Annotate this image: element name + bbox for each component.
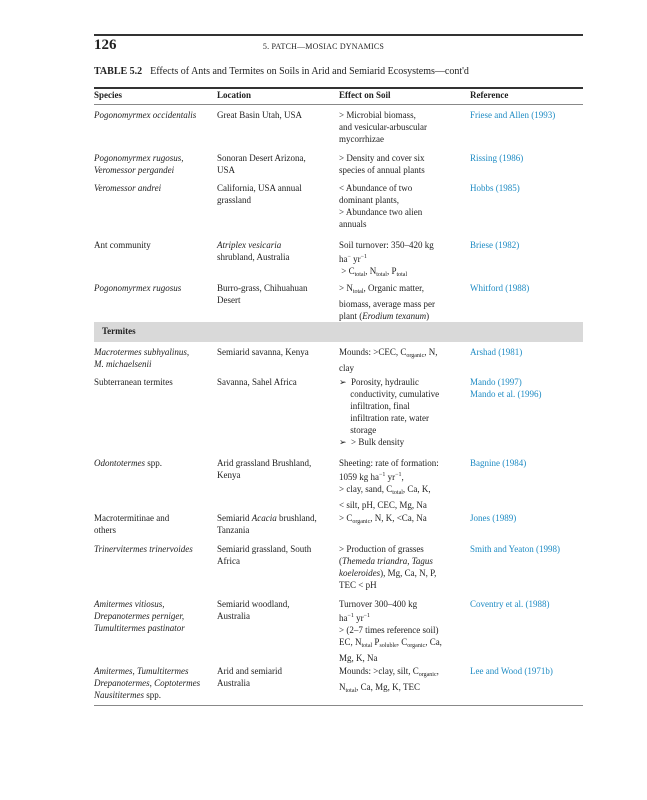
cell-line (339, 376, 439, 388)
cell-line (339, 282, 435, 298)
text-segment: grassland (217, 195, 251, 205)
text-segment: Subterranean termites (94, 377, 173, 387)
text-segment: Pogonomyrmex occidentalis (94, 110, 197, 120)
text-segment: −1 (347, 613, 354, 619)
text-segment: ha (339, 254, 348, 264)
text-segment: Australia (217, 611, 250, 621)
effect-cell (339, 598, 442, 664)
cell-line (217, 282, 307, 294)
cell-line (339, 636, 442, 652)
cell-line (339, 579, 436, 591)
cell-line (339, 436, 439, 448)
column-header-species: Species (94, 90, 122, 100)
text-segment: > C (339, 513, 353, 523)
text-segment: ha (339, 613, 348, 623)
cell-line (339, 499, 439, 511)
text-segment: > (2–7 times reference soil) (339, 625, 439, 635)
cell-line (339, 388, 439, 400)
cell-line (339, 239, 434, 251)
text-segment: −1 (395, 472, 402, 478)
column-header-location: Location (217, 90, 252, 100)
cell-line (339, 298, 435, 310)
text-segment: Pogonomyrmex rugosus (94, 283, 182, 293)
text-segment: Turnover 300–400 kg (339, 599, 418, 609)
cell-line (94, 109, 196, 121)
cell-line (339, 681, 439, 697)
text-segment: ➢ > Bulk density (339, 437, 405, 447)
text-segment: , (401, 472, 404, 482)
text-segment: Desert (217, 295, 241, 305)
cell-line (217, 677, 282, 689)
cell-line (217, 239, 290, 251)
cell-line (339, 469, 439, 483)
top-rule (94, 34, 583, 36)
effect-cell (339, 239, 434, 281)
reference-link[interactable]: Rissing (1986) (470, 153, 524, 163)
text-segment: Macrotermes subhyalinus, (94, 347, 190, 357)
effect-cell (339, 543, 436, 591)
text-segment: P (372, 637, 380, 647)
location-cell (217, 282, 307, 306)
cell-line (217, 376, 297, 388)
reference-link[interactable]: Jones (1989) (470, 513, 517, 523)
effect-cell (339, 512, 427, 528)
cell-line (217, 524, 317, 536)
cell-line (339, 310, 435, 322)
cell-line (94, 358, 189, 370)
text-segment: Veromessor pergandei (94, 165, 175, 175)
text-segment: storage (339, 425, 377, 435)
text-segment: > N (339, 283, 353, 293)
reference-cell (470, 109, 555, 121)
text-segment: brushland, (276, 513, 317, 523)
running-head: 5. PATCH—MOSIAC DYNAMICS (262, 42, 385, 51)
text-segment: N (339, 682, 346, 692)
text-segment: Savanna, Sahel Africa (217, 377, 297, 387)
cell-line (94, 622, 185, 634)
table-caption-text: Effects of Ants and Termites on Soils in Arid and Semiarid Ecosystems—cont'd (150, 66, 469, 77)
location-cell (217, 109, 302, 121)
cell-line (217, 294, 307, 306)
cell-line (339, 400, 439, 412)
text-segment: others (94, 525, 116, 535)
text-segment: Veromessor andrei (94, 183, 162, 193)
species-cell (94, 182, 161, 194)
cell-line (94, 457, 162, 469)
reference-cell (470, 239, 519, 251)
species-cell (94, 152, 184, 176)
reference-cell (470, 182, 520, 194)
text-segment: Sheeting: rate of formation: (339, 458, 439, 468)
reference-link[interactable]: Lee and Wood (1971b) (470, 666, 553, 676)
text-segment: Nausititermes (94, 690, 145, 700)
text-segment: spp. (145, 458, 163, 468)
species-cell (94, 346, 189, 370)
reference-cell (470, 376, 541, 400)
text-segment: , P (386, 266, 397, 276)
text-segment: total (361, 643, 373, 649)
text-segment: Great Basin Utah, USA (217, 110, 302, 120)
text-segment: dominant plants, (339, 195, 399, 205)
cell-line (339, 109, 427, 121)
text-segment: Soil turnover: 350–420 kg (339, 240, 434, 250)
reference-link[interactable]: Smith and Yeaton (1998) (470, 544, 560, 554)
text-segment: Sonoran Desert Arizona, (217, 153, 306, 163)
text-segment: California, USA annual (217, 183, 302, 193)
cell-line (217, 194, 302, 206)
location-cell (217, 598, 290, 622)
table-top-rule (94, 87, 583, 89)
text-segment: Arid and semiarid (217, 666, 282, 676)
cell-line (217, 598, 290, 610)
cell-line (217, 457, 311, 469)
location-cell (217, 182, 302, 206)
column-header-effect: Effect on Soil (339, 90, 391, 100)
species-cell (94, 457, 162, 469)
text-segment: koeleroides (339, 568, 381, 578)
cell-line (339, 512, 427, 528)
text-segment: Acacia (251, 513, 277, 523)
location-cell (217, 346, 309, 358)
reference-link[interactable]: Bagnine (1984) (470, 458, 527, 468)
cell-line (94, 152, 184, 164)
text-segment: < silt, pH, CEC, Mg, Na (339, 500, 427, 510)
text-segment: Drepanotermes (94, 678, 150, 688)
text-segment: soluble (379, 643, 397, 649)
text-segment: plant ( (339, 311, 363, 321)
reference-link[interactable]: Briese (1982) (470, 240, 520, 250)
cell-line (339, 412, 439, 424)
cell-line (94, 164, 184, 176)
text-segment: total (376, 272, 387, 278)
cell-line (339, 567, 436, 579)
location-cell (217, 152, 306, 176)
cell-line (94, 677, 200, 689)
reference-link[interactable]: Whitford (1988) (470, 283, 530, 293)
text-segment: Coptotermes (154, 678, 201, 688)
text-segment: Amitermes (94, 666, 133, 676)
text-segment: > C (339, 266, 355, 276)
table-bottom-rule (94, 705, 583, 706)
cell-line (339, 543, 436, 555)
cell-line (217, 152, 306, 164)
text-segment: Tumultitermes pastinator (94, 623, 185, 633)
species-cell (94, 239, 151, 251)
effect-cell (339, 457, 439, 511)
cell-line (94, 376, 173, 388)
reference-cell (470, 282, 529, 294)
text-segment: , Ca, Mg, K, TEC (356, 682, 421, 692)
text-segment: and vesicular-arbuscular (339, 122, 428, 132)
text-segment: Themeda triandra, Tagus (342, 556, 433, 566)
reference-link[interactable]: Friese and Allen (1993) (470, 110, 556, 120)
cell-line (94, 610, 185, 622)
cell-line (339, 610, 442, 624)
text-segment: −1 (360, 254, 368, 260)
location-cell (217, 376, 297, 388)
cell-line (339, 206, 422, 218)
text-segment: , Ca, (425, 637, 442, 647)
section-band-termites (94, 322, 583, 342)
column-header-reference: Reference (470, 90, 509, 100)
text-segment: spp. (144, 690, 162, 700)
cell-line (217, 665, 282, 677)
reference-link[interactable]: Hobbs (1985) (470, 183, 520, 193)
text-segment: Arid grassland Brushland, (217, 458, 312, 468)
text-segment: , (132, 666, 137, 676)
text-segment: Tumultitermes (137, 666, 189, 676)
cell-line (339, 346, 437, 362)
species-cell (94, 598, 185, 634)
text-segment: ), Mg, Ca, N, P, (380, 568, 437, 578)
text-segment: > Density and cover six (339, 153, 425, 163)
text-segment: annuals (339, 219, 367, 229)
species-cell (94, 109, 196, 121)
text-segment: Kenya (217, 470, 241, 480)
text-segment: organic (352, 519, 371, 525)
text-segment: USA (217, 165, 236, 175)
text-segment: total (354, 272, 366, 278)
text-segment: > Microbial biomass, (339, 110, 416, 120)
cell-line (339, 164, 425, 176)
species-cell (94, 512, 169, 536)
cell-line (217, 543, 311, 555)
text-segment: Semiarid grassland, South (217, 544, 312, 554)
reference-cell (470, 512, 516, 524)
text-segment: total (352, 289, 364, 295)
text-segment: Africa (217, 556, 240, 566)
text-segment: yr (385, 472, 396, 482)
text-segment: , Ca, K, (402, 484, 431, 494)
text-segment: Trinervitermes trinervoides (94, 544, 193, 554)
cell-line (217, 109, 302, 121)
text-segment: Macrotermitinae and (94, 513, 170, 523)
cell-line (94, 598, 185, 610)
text-segment: , (149, 678, 155, 688)
reference-cell (470, 346, 522, 358)
cell-line (339, 457, 439, 469)
text-segment: Mounds: >CEC, C (339, 347, 407, 357)
reference-cell (470, 457, 526, 469)
cell-line (94, 524, 169, 536)
text-segment: TEC < pH (339, 580, 377, 590)
text-segment: clay (339, 363, 354, 373)
text-segment: Tanzania (217, 525, 250, 535)
text-segment: mycorrhizae (339, 134, 384, 144)
effect-cell (339, 152, 425, 176)
location-cell (217, 543, 311, 567)
cell-line (339, 652, 442, 664)
text-segment: shrubland, Australia (217, 252, 290, 262)
effect-cell (339, 182, 422, 230)
cell-line (94, 182, 161, 194)
cell-line (94, 239, 151, 251)
cell-line (217, 251, 290, 263)
text-segment: conductivity, cumulative (339, 389, 440, 399)
cell-line (339, 598, 442, 610)
species-cell (94, 665, 200, 701)
text-segment: EC, N (339, 637, 362, 647)
cell-line (94, 543, 193, 555)
text-segment: , Organic matter, (363, 283, 424, 293)
cell-line (94, 665, 200, 677)
text-segment: ) (426, 311, 430, 321)
text-segment: , C (396, 637, 408, 647)
header-rule (94, 104, 583, 105)
location-cell (217, 665, 282, 689)
text-segment: Drepanotermes perniger, (94, 611, 185, 621)
cell-line (339, 218, 422, 230)
cell-line (217, 512, 317, 524)
effect-cell (339, 376, 439, 448)
cell-line (339, 121, 427, 133)
table-label: TABLE 5.2 (94, 66, 143, 77)
cell-line (94, 346, 189, 358)
species-cell (94, 543, 193, 555)
cell-line (339, 665, 439, 681)
page-number: 126 (94, 37, 117, 53)
text-segment: M. michaelsenii (94, 359, 152, 369)
species-cell (94, 376, 173, 388)
location-cell (217, 512, 317, 536)
reference-link[interactable]: Mando et al. (1996) (470, 389, 542, 399)
text-segment: > Abundance two alien (339, 207, 423, 217)
cell-line (94, 689, 200, 701)
reference-cell (470, 598, 549, 610)
reference-cell (470, 665, 553, 677)
text-segment: − (347, 254, 351, 260)
text-segment: ( (339, 556, 342, 566)
cell-line (217, 555, 311, 567)
text-segment: Mounds: >clay, silt, C (339, 666, 419, 676)
cell-line (217, 182, 302, 194)
cell-line (339, 624, 442, 636)
cell-line (217, 610, 290, 622)
text-segment: total (345, 688, 357, 694)
cell-line (339, 555, 436, 567)
text-segment: 1059 kg ha (339, 472, 379, 482)
cell-line (339, 133, 427, 145)
reference-link[interactable]: Coventry et al. (1988) (470, 599, 550, 609)
reference-link[interactable]: Arshad (1981) (470, 347, 523, 357)
cell-line (339, 424, 439, 436)
text-segment: Odontotermes (94, 458, 145, 468)
cell-line (217, 164, 306, 176)
text-segment: Mg, K, Na (339, 653, 378, 663)
text-segment: organic (406, 353, 425, 359)
cell-line (339, 194, 422, 206)
text-segment: −1 (379, 472, 386, 478)
text-segment: total (396, 272, 408, 278)
cell-line (217, 469, 311, 481)
text-segment: , N (365, 266, 377, 276)
cell-line (339, 251, 434, 265)
cell-line (339, 265, 434, 281)
effect-cell (339, 109, 427, 145)
text-segment: Australia (217, 678, 250, 688)
text-segment: > Production of grasses (339, 544, 424, 554)
text-segment: −1 (363, 613, 371, 619)
cell-line (94, 282, 181, 294)
cell-line (339, 362, 437, 374)
effect-cell (339, 282, 435, 322)
effect-cell (339, 665, 439, 697)
cell-line (339, 152, 425, 164)
text-segment: ➢ Porosity, hydraulic (339, 377, 419, 387)
reference-cell (470, 152, 523, 164)
text-segment: organic (407, 643, 426, 649)
text-segment: Amitermes vitiosus, (94, 599, 165, 609)
cell-line (217, 346, 309, 358)
species-cell (94, 282, 181, 294)
text-segment: Semiarid savanna, Kenya (217, 347, 309, 357)
text-segment: Erodium texanum (362, 311, 427, 321)
text-segment: , N, (424, 347, 438, 357)
text-segment: Burro-grass, Chihuahuan (217, 283, 308, 293)
text-segment: , N, K, <Ca, Na (370, 513, 427, 523)
location-cell (217, 239, 290, 263)
text-segment: Semiarid woodland, (217, 599, 290, 609)
text-segment: organic (418, 672, 437, 678)
reference-link[interactable]: Mando (1997) (470, 377, 522, 387)
text-segment: , (436, 666, 439, 676)
table-caption (94, 66, 469, 77)
text-segment: yr (350, 254, 361, 264)
text-segment: Ant community (94, 240, 151, 250)
effect-cell (339, 346, 437, 374)
reference-cell (470, 543, 560, 555)
text-segment: infiltration rate, water (339, 413, 429, 423)
text-segment: Atriplex vesicaria (217, 240, 282, 250)
text-segment: Pogonomyrmex rugosus, (94, 153, 184, 163)
text-segment: < Abundance of two (339, 183, 413, 193)
text-segment: infiltration, final (339, 401, 410, 411)
cell-line (339, 483, 439, 499)
cell-line (94, 512, 169, 524)
cell-line (339, 182, 422, 194)
text-segment: species of annual plants (339, 165, 425, 175)
text-segment: > clay, sand, C (339, 484, 393, 494)
text-segment: biomass, average mass per (339, 299, 435, 309)
location-cell (217, 457, 311, 481)
text-segment: Semiarid (217, 513, 252, 523)
text-segment: yr (353, 613, 364, 623)
text-segment: total (392, 490, 403, 496)
section-label: Termites (102, 326, 136, 336)
